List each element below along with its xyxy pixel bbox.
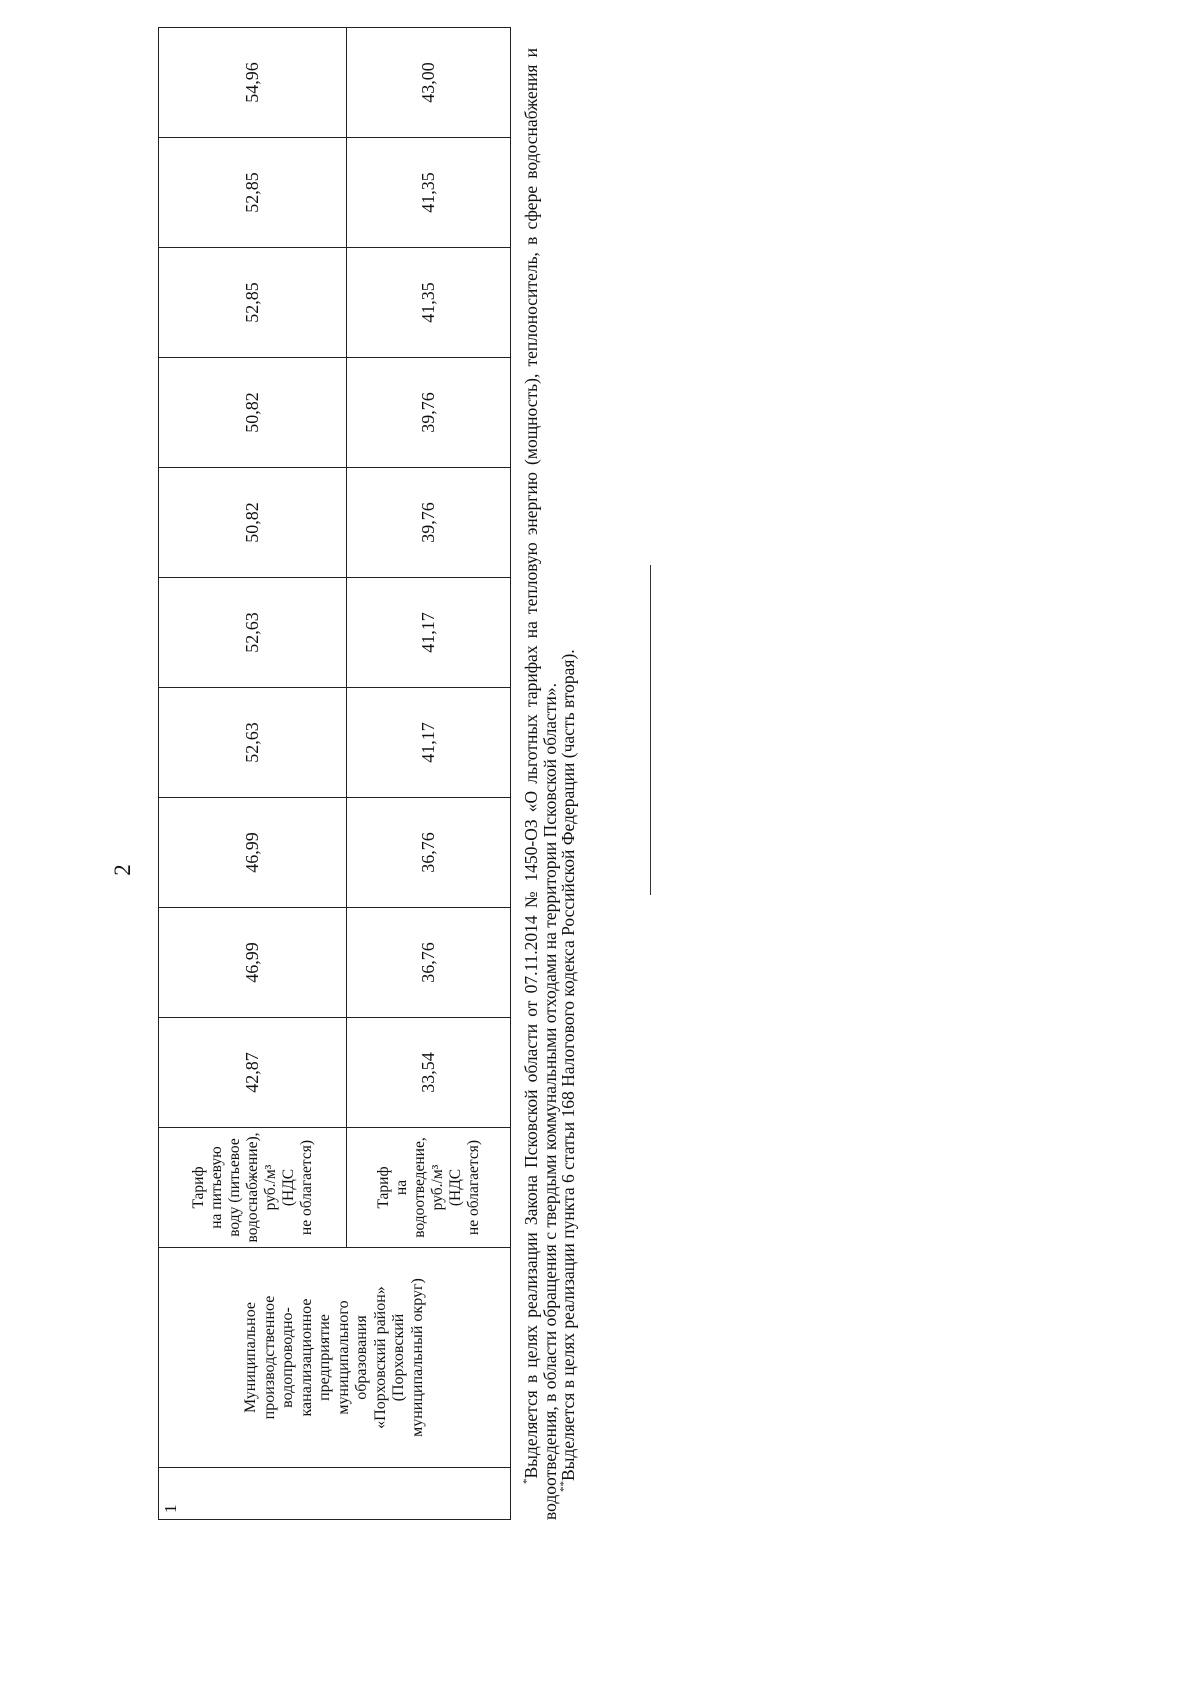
org-line: канализационное bbox=[297, 1298, 315, 1417]
org-line: образования bbox=[353, 1315, 370, 1400]
footnote-1-mark: * bbox=[521, 1478, 534, 1484]
kind-line: руб./м³ bbox=[261, 1164, 279, 1211]
tariff-value-cell: 41,17 bbox=[347, 578, 511, 688]
tariff-value-cell: 39,76 bbox=[347, 358, 511, 468]
kind-line: водоснабжение), bbox=[243, 1132, 261, 1243]
tariff-value-cell: 46,99 bbox=[159, 908, 347, 1018]
tariff-value-cell: 50,82 bbox=[159, 358, 347, 468]
tariff-value-cell: 39,76 bbox=[347, 468, 511, 578]
tariff-table bbox=[158, 27, 511, 1520]
tariff-value-cell: 52,63 bbox=[159, 578, 347, 688]
tariff-value-cell: 36,76 bbox=[347, 908, 511, 1018]
org-line: предприятие bbox=[316, 1314, 333, 1401]
org-line: «Порховский район» bbox=[371, 1286, 389, 1429]
org-line: производственное bbox=[260, 1295, 278, 1420]
org-line: водопроводно- bbox=[279, 1307, 296, 1408]
kind-line: водоотведение, bbox=[410, 1137, 428, 1238]
tariff-value-cell: 54,96 bbox=[159, 28, 347, 138]
footnote-2 bbox=[559, 48, 578, 1520]
kind-line: Тариф bbox=[374, 1166, 392, 1209]
tariff-value-cell: 41,35 bbox=[347, 138, 511, 248]
kind-line: руб./м³ bbox=[428, 1164, 446, 1211]
footnote-1 bbox=[522, 48, 559, 1520]
footnote-2-mark: ** bbox=[558, 1481, 571, 1492]
org-line: (Порховский bbox=[390, 1313, 407, 1402]
kind-line: на bbox=[392, 1179, 410, 1196]
organization-cell bbox=[159, 1248, 511, 1468]
kind-line: не облагается) bbox=[464, 1139, 482, 1236]
table-row-water bbox=[159, 28, 347, 1520]
footnote-2-text: Выделяется в целях реализации пункта 6 статьи 168 Налогового кодекса Российской Федерации (часть вторая). bbox=[558, 649, 578, 1481]
kind-line: на питьевую bbox=[207, 1146, 225, 1229]
kind-line: (НДС bbox=[279, 1168, 297, 1207]
tariff-value-cell: 42,87 bbox=[159, 1018, 347, 1128]
kind-line: Тариф bbox=[189, 1166, 207, 1209]
tariff-value-cell: 50,82 bbox=[159, 468, 347, 578]
tariff-value-cell: 33,54 bbox=[347, 1018, 511, 1128]
kind-line: воду (питьевое bbox=[225, 1138, 243, 1237]
footnotes bbox=[522, 48, 578, 1520]
tariff-value-cell: 52,85 bbox=[159, 248, 347, 358]
end-of-document-line bbox=[650, 565, 651, 895]
tariff-kind-water-cell bbox=[159, 1128, 347, 1248]
kind-line: не облагается) bbox=[297, 1139, 315, 1236]
tariff-value-cell: 46,99 bbox=[159, 798, 347, 908]
tariff-value-cell: 41,17 bbox=[347, 688, 511, 798]
tariff-value-cell: 52,63 bbox=[159, 688, 347, 798]
tariff-value-cell: 43,00 bbox=[347, 28, 511, 138]
footnote-1-text: Выделяется в целях реализации Закона Псковской области от 07.11.2014 № 1450-ОЗ «О льготных тарифах на тепловую энергию (мощность), теплоноситель, в сфере водоснабжения и водоотведения, в области обращения с твердыми коммунальными отходами на территории Псковской области». bbox=[521, 48, 560, 1520]
row-number-cell: 1 bbox=[159, 1468, 511, 1520]
tariff-kind-sewage-cell bbox=[347, 1128, 511, 1248]
page-number: 2 bbox=[110, 864, 135, 876]
rotated-landscape-content bbox=[110, 45, 578, 1645]
tariff-value-cell: 52,85 bbox=[159, 138, 347, 248]
org-line: Муниципальное bbox=[242, 1301, 259, 1414]
kind-line: (НДС bbox=[446, 1168, 464, 1207]
org-line: муниципального bbox=[334, 1300, 352, 1415]
tariff-value-cell: 36,76 bbox=[347, 798, 511, 908]
tariff-value-cell: 41,35 bbox=[347, 248, 511, 358]
org-line: муниципальный округ) bbox=[408, 1278, 426, 1437]
